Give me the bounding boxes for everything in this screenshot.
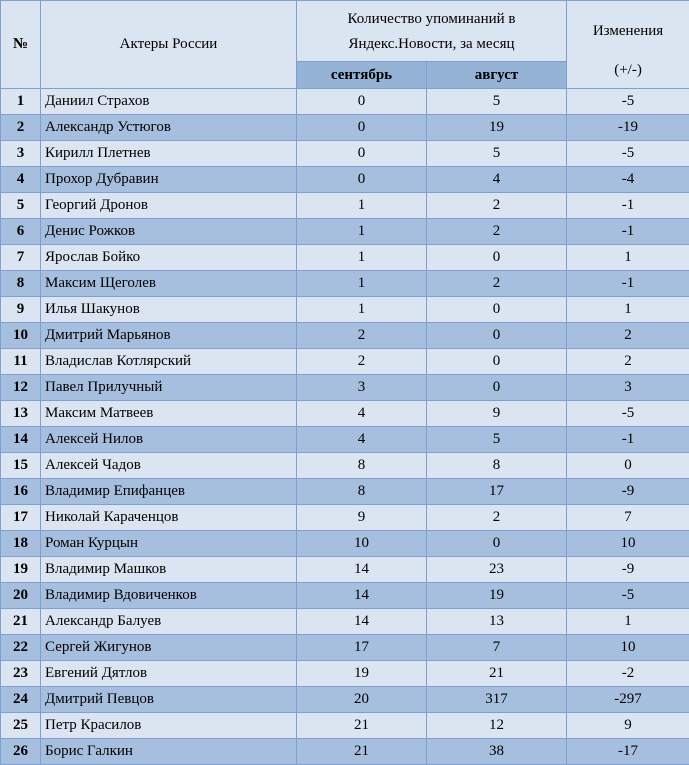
row-number: 4 — [1, 167, 41, 193]
row-number: 13 — [1, 401, 41, 427]
row-number: 18 — [1, 531, 41, 557]
august-count: 0 — [427, 323, 567, 349]
september-count: 1 — [297, 245, 427, 271]
september-count: 10 — [297, 531, 427, 557]
header-mentions-line2: Яндекс.Новости, за месяц — [348, 36, 515, 52]
actor-name: Илья Шакунов — [41, 297, 297, 323]
september-count: 2 — [297, 349, 427, 375]
change-value: -5 — [567, 89, 689, 115]
header-change-title: Изменения — [592, 23, 664, 39]
september-count: 14 — [297, 609, 427, 635]
september-count: 4 — [297, 427, 427, 453]
change-value: -1 — [567, 427, 689, 453]
actor-name: Даниил Страхов — [41, 89, 297, 115]
table-row — [1, 453, 689, 479]
actor-name: Алексей Нилов — [41, 427, 297, 453]
row-number: 17 — [1, 505, 41, 531]
table-row — [1, 375, 689, 401]
table-row — [1, 661, 689, 687]
actor-name: Прохор Дубравин — [41, 167, 297, 193]
row-number: 12 — [1, 375, 41, 401]
change-value: -19 — [567, 115, 689, 141]
table-row — [1, 219, 689, 245]
change-value: 0 — [567, 453, 689, 479]
table-row — [1, 609, 689, 635]
actor-name: Сергей Жигунов — [41, 635, 297, 661]
header-august: август — [427, 62, 567, 89]
change-value: 1 — [567, 297, 689, 323]
table-row — [1, 635, 689, 661]
table-row — [1, 739, 689, 765]
table-row — [1, 115, 689, 141]
change-value: 7 — [567, 505, 689, 531]
row-number: 26 — [1, 739, 41, 765]
august-count: 0 — [427, 297, 567, 323]
august-count: 17 — [427, 479, 567, 505]
row-number: 21 — [1, 609, 41, 635]
change-value: -9 — [567, 479, 689, 505]
september-count: 8 — [297, 453, 427, 479]
table-row — [1, 271, 689, 297]
change-value: 2 — [567, 349, 689, 375]
row-number: 25 — [1, 713, 41, 739]
september-count: 17 — [297, 635, 427, 661]
header-september: сентябрь — [297, 62, 427, 89]
table-row — [1, 427, 689, 453]
august-count: 317 — [427, 687, 567, 713]
september-count: 14 — [297, 583, 427, 609]
september-count: 0 — [297, 89, 427, 115]
actor-name: Владислав Котлярский — [41, 349, 297, 375]
august-count: 0 — [427, 531, 567, 557]
august-count: 5 — [427, 141, 567, 167]
row-number: 2 — [1, 115, 41, 141]
change-value: -1 — [567, 193, 689, 219]
actor-name: Владимир Машков — [41, 557, 297, 583]
header-actors: Актеры России — [41, 1, 297, 89]
actor-name: Петр Красилов — [41, 713, 297, 739]
actor-name: Евгений Дятлов — [41, 661, 297, 687]
actor-name: Максим Матвеев — [41, 401, 297, 427]
september-count: 2 — [297, 323, 427, 349]
row-number: 20 — [1, 583, 41, 609]
actor-name: Алексей Чадов — [41, 453, 297, 479]
september-count: 8 — [297, 479, 427, 505]
row-number: 22 — [1, 635, 41, 661]
table-row — [1, 245, 689, 271]
actor-name: Кирилл Плетнев — [41, 141, 297, 167]
table-row — [1, 349, 689, 375]
change-value: 9 — [567, 713, 689, 739]
actor-name: Дмитрий Марьянов — [41, 323, 297, 349]
change-value: -5 — [567, 401, 689, 427]
header-number: № — [1, 1, 41, 89]
row-number: 15 — [1, 453, 41, 479]
change-value: -9 — [567, 557, 689, 583]
table-row — [1, 401, 689, 427]
september-count: 9 — [297, 505, 427, 531]
september-count: 0 — [297, 141, 427, 167]
september-count: 21 — [297, 713, 427, 739]
change-value: 1 — [567, 609, 689, 635]
actor-name: Владимир Епифанцев — [41, 479, 297, 505]
actor-name: Ярослав Бойко — [41, 245, 297, 271]
september-count: 20 — [297, 687, 427, 713]
row-number: 23 — [1, 661, 41, 687]
september-count: 3 — [297, 375, 427, 401]
table-row — [1, 323, 689, 349]
change-value: -297 — [567, 687, 689, 713]
september-count: 4 — [297, 401, 427, 427]
august-count: 4 — [427, 167, 567, 193]
header-mentions — [297, 1, 567, 62]
august-count: 2 — [427, 505, 567, 531]
actor-name: Павел Прилучный — [41, 375, 297, 401]
change-value: 1 — [567, 245, 689, 271]
actor-name: Денис Рожков — [41, 219, 297, 245]
table-row — [1, 687, 689, 713]
table-row — [1, 297, 689, 323]
table-row — [1, 583, 689, 609]
september-count: 1 — [297, 219, 427, 245]
actor-name: Георгий Дронов — [41, 193, 297, 219]
table-row — [1, 141, 689, 167]
table-row — [1, 505, 689, 531]
row-number: 10 — [1, 323, 41, 349]
row-number: 3 — [1, 141, 41, 167]
row-number: 16 — [1, 479, 41, 505]
actor-name: Роман Курцын — [41, 531, 297, 557]
table-row — [1, 167, 689, 193]
change-value: 10 — [567, 635, 689, 661]
header-change-sign: (+/-) — [614, 62, 642, 78]
september-count: 0 — [297, 115, 427, 141]
august-count: 2 — [427, 219, 567, 245]
september-count: 1 — [297, 193, 427, 219]
table-row — [1, 531, 689, 557]
change-value: -5 — [567, 583, 689, 609]
row-number: 1 — [1, 89, 41, 115]
table-row — [1, 557, 689, 583]
august-count: 0 — [427, 245, 567, 271]
change-value: -4 — [567, 167, 689, 193]
change-value: 2 — [567, 323, 689, 349]
row-number: 5 — [1, 193, 41, 219]
august-count: 9 — [427, 401, 567, 427]
actor-name: Владимир Вдовиченков — [41, 583, 297, 609]
change-value: -2 — [567, 661, 689, 687]
table-body — [1, 89, 689, 765]
row-number: 9 — [1, 297, 41, 323]
header-mentions-line1: Количество упоминаний в — [347, 11, 516, 27]
actor-name: Максим Щеголев — [41, 271, 297, 297]
table-row — [1, 193, 689, 219]
august-count: 38 — [427, 739, 567, 765]
september-count: 1 — [297, 297, 427, 323]
actor-name: Дмитрий Певцов — [41, 687, 297, 713]
table-row — [1, 479, 689, 505]
actor-name: Александр Балуев — [41, 609, 297, 635]
august-count: 0 — [427, 349, 567, 375]
september-count: 1 — [297, 271, 427, 297]
actor-name: Николай Караченцов — [41, 505, 297, 531]
september-count: 21 — [297, 739, 427, 765]
august-count: 5 — [427, 427, 567, 453]
change-value: -17 — [567, 739, 689, 765]
actor-name: Александр Устюгов — [41, 115, 297, 141]
row-number: 6 — [1, 219, 41, 245]
august-count: 7 — [427, 635, 567, 661]
actor-name: Борис Галкин — [41, 739, 297, 765]
august-count: 8 — [427, 453, 567, 479]
august-count: 21 — [427, 661, 567, 687]
table-row — [1, 89, 689, 115]
row-number: 11 — [1, 349, 41, 375]
august-count: 0 — [427, 375, 567, 401]
change-value: -1 — [567, 271, 689, 297]
change-value: -5 — [567, 141, 689, 167]
change-value: -1 — [567, 219, 689, 245]
header-change — [567, 1, 689, 89]
august-count: 19 — [427, 115, 567, 141]
august-count: 19 — [427, 583, 567, 609]
change-value: 10 — [567, 531, 689, 557]
august-count: 13 — [427, 609, 567, 635]
september-count: 19 — [297, 661, 427, 687]
row-number: 14 — [1, 427, 41, 453]
change-value: 3 — [567, 375, 689, 401]
september-count: 0 — [297, 167, 427, 193]
row-number: 19 — [1, 557, 41, 583]
august-count: 2 — [427, 271, 567, 297]
august-count: 12 — [427, 713, 567, 739]
august-count: 2 — [427, 193, 567, 219]
august-count: 23 — [427, 557, 567, 583]
row-number: 24 — [1, 687, 41, 713]
row-number: 8 — [1, 271, 41, 297]
september-count: 14 — [297, 557, 427, 583]
row-number: 7 — [1, 245, 41, 271]
august-count: 5 — [427, 89, 567, 115]
table-row — [1, 713, 689, 739]
